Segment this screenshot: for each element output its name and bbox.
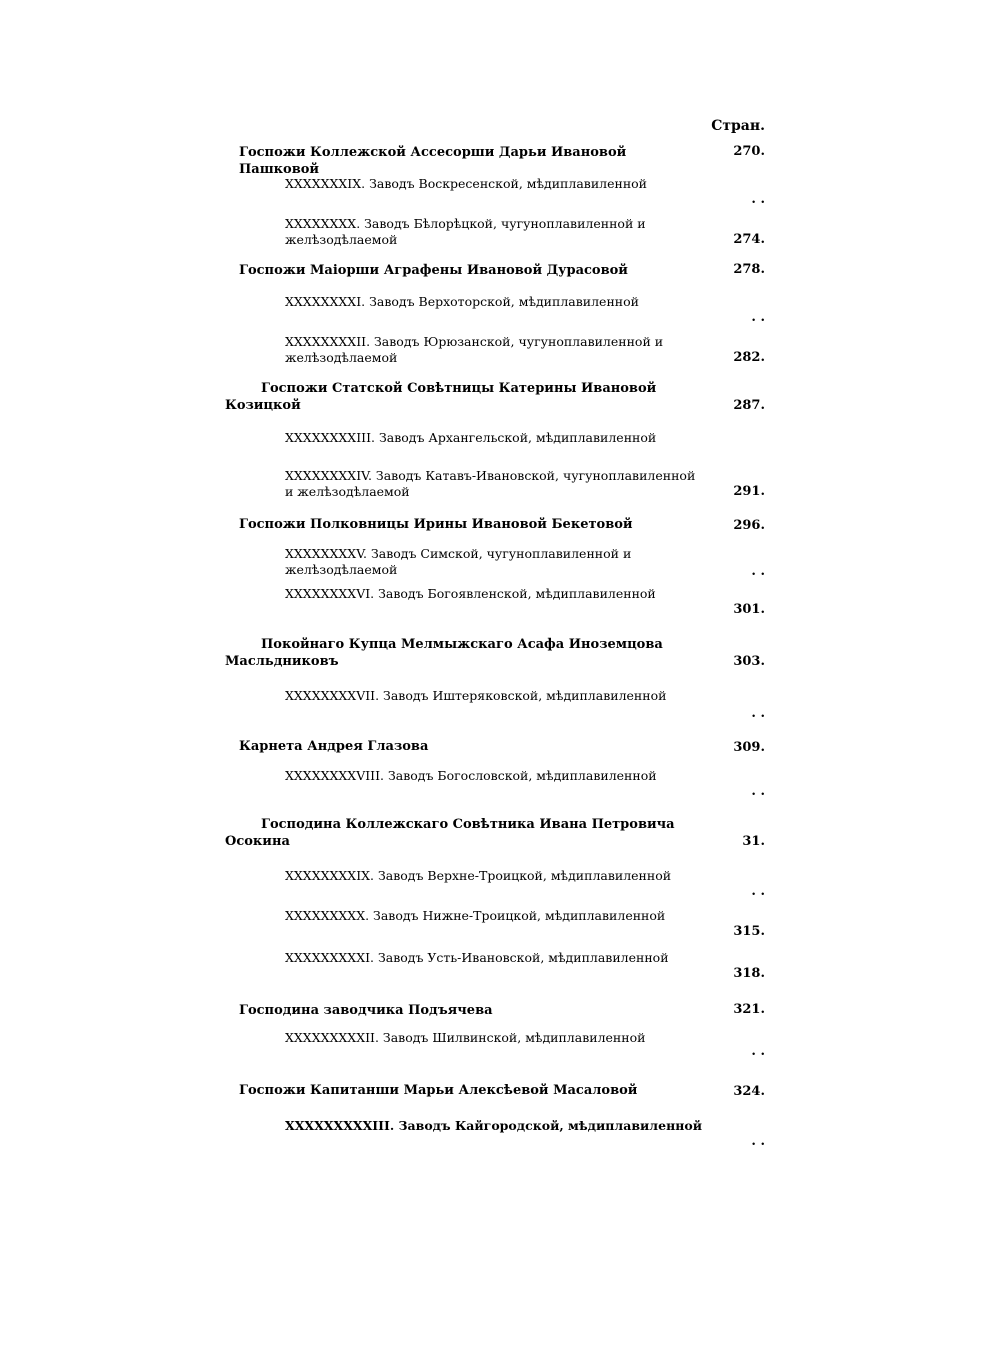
owner-heading: Покойнаго Купца Мелмыжскаго Асафа Иноземцова Масльдниковъ <box>225 637 663 669</box>
page-number: 309. <box>733 740 765 755</box>
page-number: 296. <box>733 518 765 533</box>
factory-entry: XXXXXXXXII. Заводъ Юрюзанской, чугуноплавиленной и желѣзодѣлаемой <box>285 334 664 365</box>
owner-heading: Господина заводчика Подъячева <box>239 1003 493 1018</box>
page-number: 278. <box>733 262 765 277</box>
page-number: . . <box>751 1134 765 1149</box>
page-number: . . <box>751 192 765 207</box>
page-column-header: Стран. <box>711 118 765 134</box>
owner-heading: Госпожи Маiорши Аграфены Ивановой Дурасовой <box>239 263 628 278</box>
factory-entry: XXXXXXXXXIII. Заводъ Кайгородской, мѣдиплавиленной <box>285 1118 702 1133</box>
page-number: 301. <box>733 602 765 617</box>
factory-entry: XXXXXXXXVI. Заводъ Богоявленской, мѣдиплавиленной <box>285 586 656 601</box>
page-number: 270. <box>733 144 765 159</box>
owner-heading: Господина Коллежскаго Совѣтника Ивана Петровича Осокина <box>225 817 675 849</box>
factory-entry: XXXXXXXXIV. Заводъ Катавъ-Ивановской, чугуноплавиленной и желѣзодѣлаемой <box>285 468 696 499</box>
factory-entry: XXXXXXXIX. Заводъ Воскресенской, мѣдиплавиленной <box>285 176 648 191</box>
page-number: . . <box>751 310 765 325</box>
page-number: . . <box>751 706 765 721</box>
page-number: . . <box>751 564 765 579</box>
factory-entry: XXXXXXXXV. Заводъ Симской, чугуноплавиленной и желѣзодѣлаемой <box>285 546 632 577</box>
page-number: 315. <box>733 924 765 939</box>
page-number: . . <box>751 1044 765 1059</box>
owner-heading: Госпожи Капитанши Марьи Алексѣевой Масаловой <box>239 1083 638 1098</box>
factory-entry: XXXXXXXXIII. Заводъ Архангельской, мѣдиплавиленной <box>285 430 657 445</box>
page-number: 287. <box>733 398 765 413</box>
factory-entry: XXXXXXXXXI. Заводъ Усть-Ивановской, мѣдиплавиленной <box>285 950 669 965</box>
table-of-contents <box>225 118 765 1168</box>
page-number: . . <box>751 884 765 899</box>
factory-entry: XXXXXXXXIX. Заводъ Верхне-Троицкой, мѣдиплавиленной <box>285 868 672 883</box>
owner-heading: Госпожи Статской Совѣтницы Катерины Ивановой Козицкой <box>225 381 657 413</box>
factory-entry: XXXXXXXXVII. Заводъ Иштеряковской, мѣдиплавиленной <box>285 688 667 703</box>
factory-entry: XXXXXXXXXII. Заводъ Шилвинской, мѣдиплавиленной <box>285 1030 646 1045</box>
page-number: 318. <box>733 966 765 981</box>
page-number: 282. <box>733 350 765 365</box>
factory-entry: XXXXXXXXX. Заводъ Нижне-Троицкой, мѣдиплавиленной <box>285 908 666 923</box>
factory-entry: XXXXXXXXVIII. Заводъ Богословской, мѣдиплавиленной <box>285 768 657 783</box>
page-number: 291. <box>733 484 765 499</box>
owner-heading: Госпожи Коллежской Ассесорши Дарьи Ивановой Пашковой <box>239 145 627 177</box>
page-number: 321. <box>733 1002 765 1017</box>
owner-heading: Карнета Андрея Глазова <box>239 739 429 754</box>
page-number: 274. <box>733 232 765 247</box>
page-number: 31. <box>742 834 765 849</box>
page-number: . . <box>751 784 765 799</box>
owner-heading: Госпожи Полковницы Ирины Ивановой Бекетовой <box>239 517 633 532</box>
factory-entry: XXXXXXXX. Заводъ Бѣлорѣцкой, чугуноплавиленной и желѣзодѣлаемой <box>285 216 646 247</box>
page-number: 324. <box>733 1084 765 1099</box>
page-number: 303. <box>733 654 765 669</box>
factory-entry: XXXXXXXXI. Заводъ Верхоторской, мѣдиплавиленной <box>285 294 639 309</box>
